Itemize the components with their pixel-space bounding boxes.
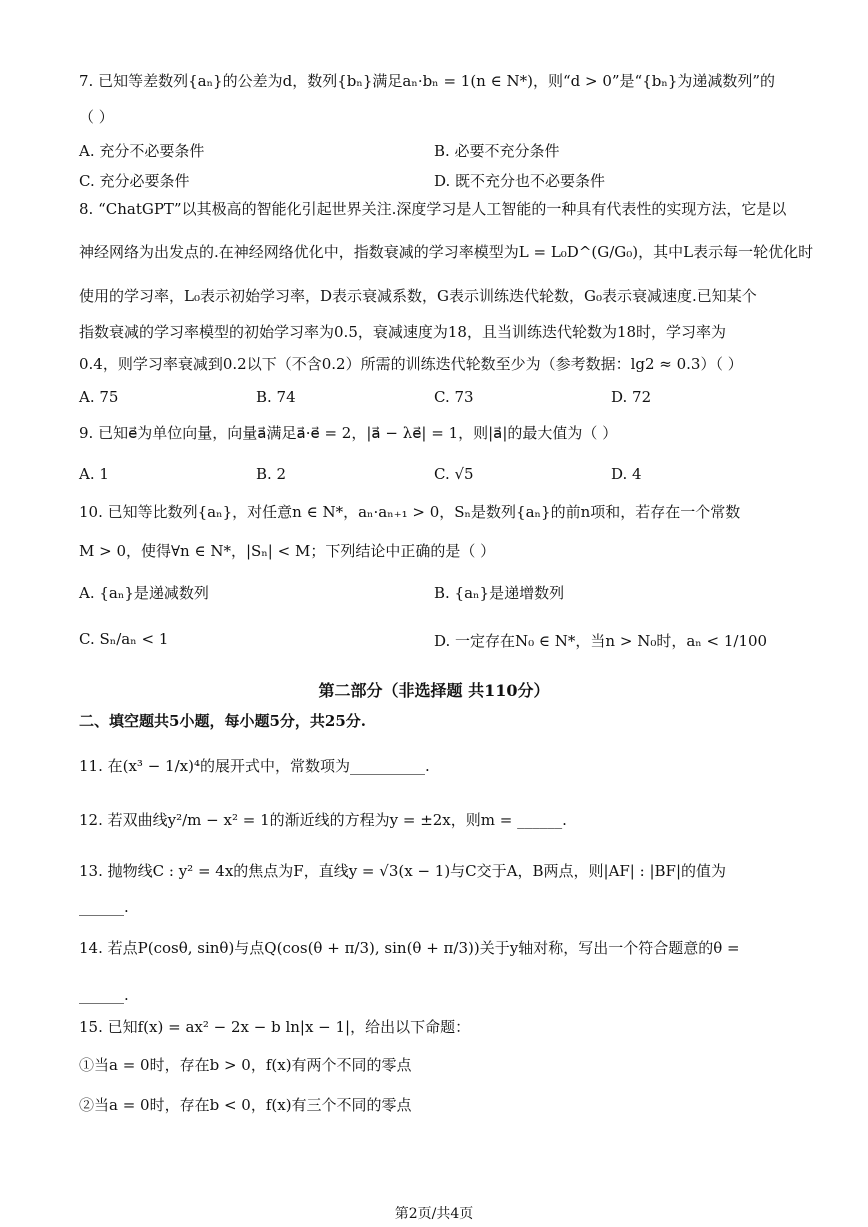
q14-stem: 14. 若点P(cosθ, sinθ)与点Q(cos(θ + π/3), sin(θ + π/3))关于y轴对称，写出一个符合题意的θ =	[79, 939, 740, 957]
q10-option-a: A. {aₙ}是递减数列	[79, 584, 209, 602]
q8-option-a: A. 75	[79, 388, 119, 406]
q8-option-d: D. 72	[611, 388, 652, 406]
q10-option-c: C. Sₙ/aₙ < 1	[79, 630, 169, 648]
q7-stem: 7. 已知等差数列{aₙ}的公差为d，数列{bₙ}满足aₙ·bₙ = 1(n ∈ N*)，则“d > 0”是“{bₙ}为递减数列”的	[79, 72, 776, 90]
q8-line-3: 使用的学习率，L₀表示初始学习率，D表示衰减系数，G表示训练迭代轮数，G₀表示衰减速度.已知某个	[79, 287, 757, 305]
q10-option-b: B. {aₙ}是递增数列	[434, 584, 565, 602]
q11-stem: 11. 在(x³ − 1/x)⁴的展开式中，常数项为__________.	[79, 757, 430, 775]
q7-option-a: A. 充分不必要条件	[79, 142, 205, 160]
q8-line-2: 神经网络为出发点的.在神经网络优化中，指数衰减的学习率模型为L = L₀D^(G/G₀)，其中L表示每一轮优化时	[79, 243, 814, 261]
q14-blank: ______.	[79, 986, 129, 1004]
page-footer: 第2页/共4页	[394, 1206, 474, 1222]
section-title: 二、填空题共5小题，每小题5分，共25分.	[79, 712, 366, 730]
q9-option-d: D. 4	[611, 465, 642, 483]
q7-option-b: B. 必要不充分条件	[434, 142, 560, 160]
q9-stem: 9. 已知e⃗为单位向量，向量a⃗满足a⃗·e⃗ = 2，|a⃗ − λe⃗| = 1，则|a⃗|的最大值为（ ）	[79, 424, 618, 442]
q8-option-c: C. 73	[434, 388, 474, 406]
q12-stem: 12. 若双曲线y²/m − x² = 1的渐近线的方程为y = ±2x，则m = ______.	[79, 811, 567, 829]
q13-blank: ______.	[79, 898, 129, 916]
q9-option-a: A. 1	[79, 465, 109, 483]
q7-paren: （ ）	[79, 108, 114, 126]
q15-stem: 15. 已知f(x) = ax² − 2x − b ln|x − 1|，给出以下命题：	[79, 1018, 471, 1036]
q9-option-c: C. √5	[434, 465, 474, 483]
part-two-title: 第二部分（非选择题 共110分）	[318, 681, 550, 700]
q10-line-2: M > 0，使得∀n ∈ N*，|Sₙ| < M；下列结论中正确的是（ ）	[79, 542, 496, 560]
q15-proposition-1: ①当a = 0时，存在b > 0，f(x)有两个不同的零点	[79, 1056, 412, 1074]
q7-option-d: D. 既不充分也不必要条件	[434, 172, 606, 190]
q8-option-b: B. 74	[256, 388, 296, 406]
q10-option-d: D. 一定存在N₀ ∈ N*，当n > N₀时，aₙ < 1/100	[434, 632, 768, 650]
q8-line-5: 0.4，则学习率衰减到0.2以下（不含0.2）所需的训练迭代轮数至少为（参考数据：lg2 ≈ 0.3）（ ）	[79, 355, 743, 373]
q7-option-c: C. 充分必要条件	[79, 172, 190, 190]
q8-line-4: 指数衰减的学习率模型的初始学习率为0.5，衰减速度为18，且当训练迭代轮数为18时，学习率为	[79, 323, 727, 341]
q13-stem: 13. 抛物线C : y² = 4x的焦点为F，直线y = √3(x − 1)与C交于A，B两点，则|AF| : |BF|的值为	[79, 862, 726, 880]
q15-proposition-2: ②当a = 0时，存在b < 0，f(x)有三个不同的零点	[79, 1096, 412, 1114]
q10-line-1: 10. 已知等比数列{aₙ}，对任意n ∈ N*，aₙ·aₙ₊₁ > 0，Sₙ是数列{aₙ}的前n项和，若存在一个常数	[79, 503, 741, 521]
q9-option-b: B. 2	[256, 465, 287, 483]
q8-line-1: 8. “ChatGPT”以其极高的智能化引起世界关注.深度学习是人工智能的一种具有代表性的实现方法，它是以	[79, 200, 787, 218]
